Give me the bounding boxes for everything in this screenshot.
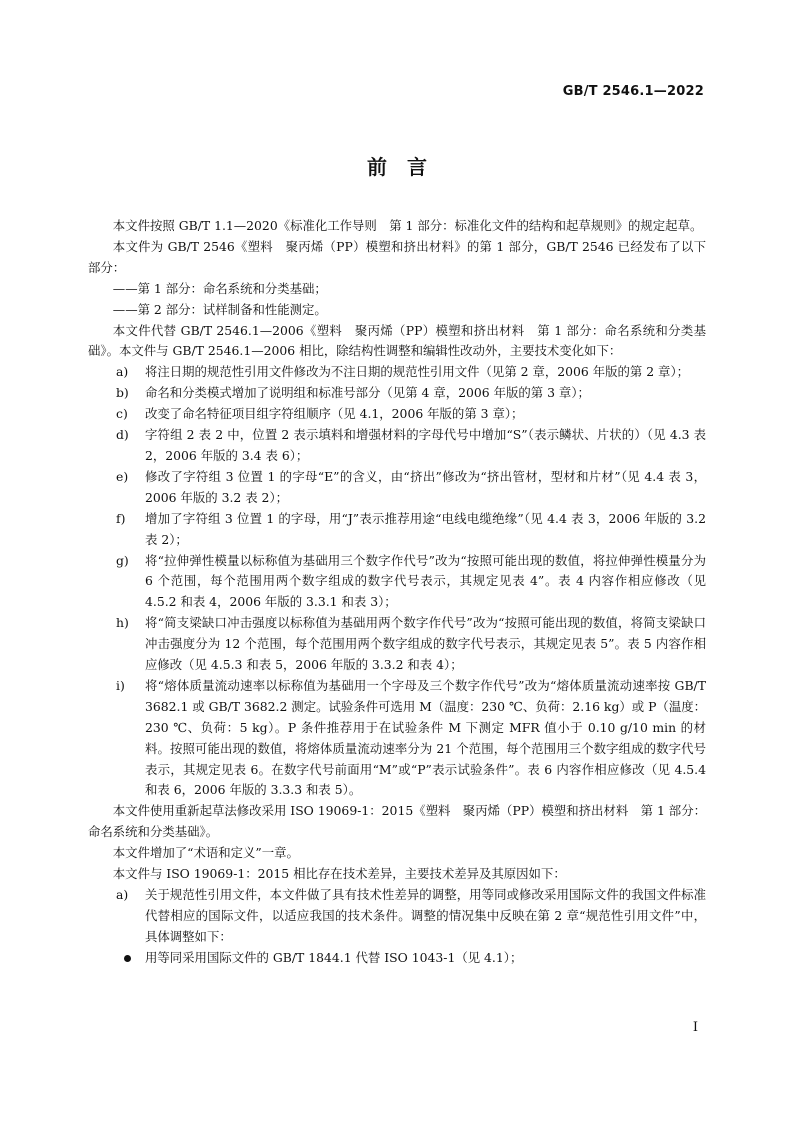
change-item (88, 551, 706, 614)
change-text: 改变了命名特征项目组字符组顺序（见 4.1，2006 年版的第 3 章）； (145, 406, 524, 422)
document-body (88, 216, 706, 969)
list-marker: a) (116, 364, 129, 380)
standard-code-header: GB/T 2546.1—2022 (562, 84, 704, 99)
drafting-rules-paragraph: 本文件按照 GB/T 1.1—2020《标准化工作导则 第 1 部分：标准化文件的结构和起草规则》的规定起草。 (112, 218, 703, 233)
change-item (88, 613, 706, 676)
bullet-text: 用等同采用国际文件的 GB/T 1844.1 代替 ISO 1043-1（见 4.1）； (145, 949, 523, 965)
technical-changes-list (88, 362, 706, 801)
change-text: 增加了字符组 3 位置 1 的字母，用“J”表示推荐用途“电线电缆绝缘”（见 4.4 表 3，2006 年版的 3.2 表 2）； (145, 510, 706, 547)
page-title: 前 言 (367, 155, 427, 179)
change-item (88, 404, 706, 425)
list-marker: g) (116, 552, 129, 568)
change-item (88, 467, 706, 509)
list-marker: d) (116, 427, 129, 443)
list-marker: i) (116, 677, 125, 693)
added-chapter-paragraph: 本文件增加了“术语和定义”一章。 (112, 845, 299, 861)
change-item (88, 362, 706, 383)
change-text: 将“熔体质量流动速率以标称值为基础用一个字母及三个数字作代号”改为“熔体质量流动速率按 GB/T 3682.1 或 GB/T 3682.2 测定。试验条件可选用 M（温度：230 ℃、负荷：2.16 kg）或 P（温度：230 ℃、负荷：5 kg）。P 条件推荐用于在试验条件 M 下测定 MFR 值小于 0.10 g/10 min 的材料。按照可能出现的数值，将熔体质量流动速率分为 21 个范围，每个范围用三个数字组成的数字代号表示，其规定见表 6。在数字代号前面用“M”或“P”表示试验条件”。表 6 内容作相应修改（见 4.5.4 和表 6，2006 年版的 3.3.3 和表 5）。 (145, 677, 706, 798)
part-list-item: ——第 1 部分：命名系统和分类基础； (112, 280, 327, 296)
change-text: 将注日期的规范性引用文件修改为不注日期的规范性引用文件（见第 2 章，2006 年版的第 2 章）； (145, 364, 690, 380)
list-marker: f) (116, 510, 126, 526)
replacement-paragraph: 本文件代替 GB/T 2546.1—2006《塑料 聚丙烯（PP）模塑和挤出材料 第 1 部分：命名系统和分类基础》。本文件与 GB/T 2546.1—2006 相比，除结构性调整和编辑性改动外，主要技术变化如下： (88, 322, 706, 359)
list-marker: c) (116, 406, 128, 422)
change-item (88, 383, 706, 404)
list-marker: a) (116, 887, 129, 902)
bullet-icon (124, 955, 131, 962)
change-item (88, 509, 706, 551)
difference-text: 关于规范性引用文件，本文件做了具有技术性差异的调整，用等同或修改采用国际文件的我国文件标准代替相应的国际文件，以适应我国的技术条件。调整的情况集中反映在第 2 章“规范性引用文件”中，具体调整如下： (145, 887, 706, 944)
page-number: I (692, 1020, 698, 1035)
change-item (88, 425, 706, 467)
bullet-item (88, 948, 706, 969)
part-list-item: ——第 2 部分：试样制备和性能测定。 (112, 301, 327, 317)
adoption-paragraph: 本文件使用重新起草法修改采用 ISO 19069-1：2015《塑料 聚丙烯（PP）模塑和挤出材料 第 1 部分：命名系统和分类基础》。 (88, 803, 706, 840)
change-item (88, 676, 706, 801)
change-text: 将“拉伸弹性模量以标称值为基础用三个数字作代号”改为“按照可能出现的数值，将拉伸弹性模量分为 6 个范围，每个范围用两个数字组成的数字代号表示，其规定见表 4”。表 4 内容作相应修改（见 4.5.2 和表 4，2006 年版的 3.3.1 和表 3）； (145, 552, 706, 610)
change-text: 字符组 2 表 2 中，位置 2 表示填料和增强材料的字母代号中增加“S”（表示鳞状、片状的）（见 4.3 表 2，2006 年版的 3.4 表 6）； (145, 427, 706, 463)
change-text: 将“简支梁缺口冲击强度以标称值为基础用两个数字作代号”改为“按照可能出现的数值，将简支梁缺口冲击强度分为 12 个范围，每个范围用两个数字组成的数字代号表示，其规定见表 5”。表 5 内容作相应修改（见 4.5.3 和表 5，2006 年版的 3.3.2 和表 4）； (145, 615, 706, 673)
list-marker: b) (116, 385, 129, 401)
change-text: 命名和分类模式增加了说明组和标准号部分（见第 4 章，2006 年版的第 3 章）； (145, 385, 590, 401)
list-marker: e) (116, 468, 129, 484)
difference-item (88, 885, 706, 948)
technical-differences-paragraph: 本文件与 ISO 19069-1：2015 相比存在技术差异，主要技术差异及其原因如下： (112, 866, 566, 882)
change-text: 修改了字符组 3 位置 1 的字母“E”的含义，由“挤出”修改为“挤出管材，型材和片材”（见 4.4 表 3，2006 年版的 3.2 表 2）； (145, 468, 706, 505)
list-marker: h) (116, 615, 129, 631)
series-intro-paragraph: 本文件为 GB/T 2546《塑料 聚丙烯（PP）模塑和挤出材料》的第 1 部分，GB/T 2546 已经发布了以下部分： (88, 238, 706, 275)
